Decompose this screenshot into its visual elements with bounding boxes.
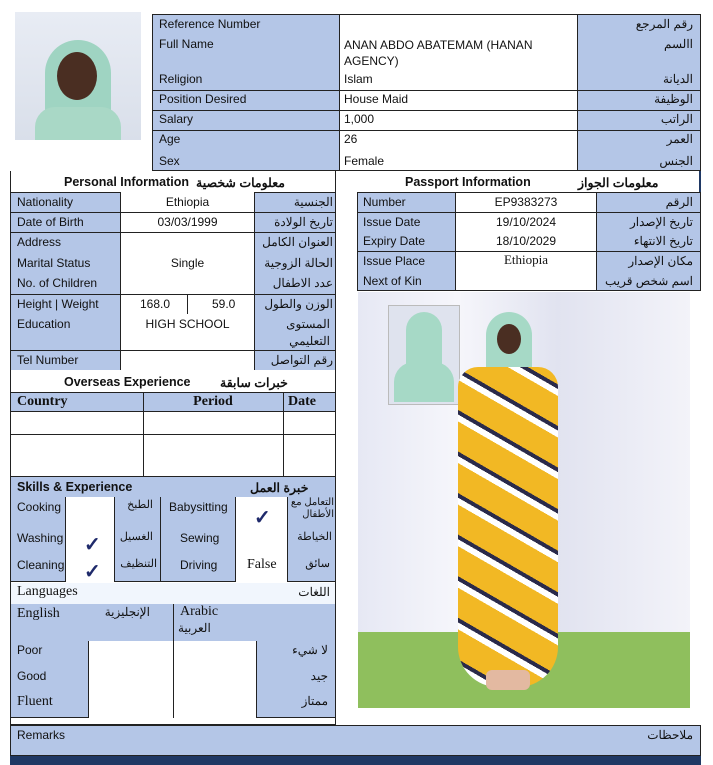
skill-washing-label-ar: الغسيل [119, 531, 153, 543]
passport-title: Passport Information [405, 175, 531, 189]
address-label-ar: العنوان الكامل [262, 235, 333, 249]
nationality-label: Nationality [17, 195, 74, 209]
level-good: Good [17, 669, 47, 683]
dob-label-ar: تاريخ الولادة [274, 215, 333, 229]
full-name-label-ar: االسم [663, 37, 693, 51]
level-poor-ar: لا شيء [292, 643, 328, 657]
skill-babysitting-label-ar: التعامل مع الأطفال [290, 497, 334, 520]
skill-driving-label-ar: سائق [305, 558, 330, 570]
education-label: Education [17, 317, 71, 331]
children-label-ar: عدد الاطفال [272, 276, 333, 290]
level-poor: Poor [17, 643, 43, 657]
skill-washing-check: ✓ [84, 534, 101, 556]
issue-place-value: Ethiopia [503, 252, 549, 267]
education-label-ar: المستوى التعليمي [286, 317, 330, 348]
passport-number-value: EP9383273 [494, 195, 558, 209]
marital-label: Marital Status [17, 256, 91, 270]
salary-label-ar: الراتب [660, 112, 693, 126]
skill-cleaning-label-ar: التنظيف [120, 558, 157, 570]
age-label: Age [159, 132, 181, 146]
issue-place-label-ar: مكان الإصدار [628, 254, 693, 268]
kin-label-ar: اسم شخص قريب [604, 274, 693, 288]
full-name-value: ANAN ABDO ABATEMAM (HANAN AGENCY) [344, 38, 533, 68]
remarks-label: Remarks [17, 728, 66, 742]
issue-place-label: Issue Place [363, 254, 426, 268]
sex-value: Female [344, 154, 385, 168]
passport-number-label: Number [363, 195, 406, 209]
nationality-value: Ethiopia [165, 195, 210, 209]
full-name-label: Full Name [159, 37, 214, 51]
education-value: HIGH SCHOOL [145, 317, 230, 331]
tel-label: Tel Number [17, 353, 79, 367]
languages-title: Languages [17, 584, 78, 599]
reference-label-ar: رقم المرجع [635, 17, 693, 31]
language-arabic: Arabic [180, 604, 219, 619]
skills-title-ar: خبرة العمل [250, 481, 309, 495]
marital-label-ar: الحالة الزوجية [264, 256, 333, 270]
skill-cooking-label-ar: الطبخ [127, 499, 153, 511]
column-period: Period [193, 394, 233, 409]
language-arabic-ar: العربية [178, 621, 211, 635]
religion-value: Islam [344, 72, 373, 86]
marital-value: Single [170, 256, 205, 270]
skill-sewing-label-ar: الخياطة [297, 531, 332, 543]
skill-babysitting-check: ✓ [254, 507, 271, 529]
column-country: Country [17, 394, 68, 409]
height-weight-label: Height | Weight [17, 297, 99, 311]
language-english-ar: الإنجليزية [104, 605, 150, 619]
personal-title-ar: معلومات شخصية [196, 176, 285, 190]
overseas-title-ar: خبرات سابقة [220, 376, 288, 390]
skill-driving-value: False [247, 557, 277, 572]
skill-sewing-label: Sewing [180, 531, 220, 545]
skill-driving-label: Driving [180, 558, 218, 572]
skill-cooking-label: Cooking [17, 500, 62, 514]
passport-title-ar: معلومات الجواز [578, 176, 659, 190]
address-label: Address [17, 235, 62, 249]
issue-date-label-ar: تاريخ الإصدار [629, 215, 693, 229]
remarks-label-ar: ملاحظات [647, 728, 693, 742]
tel-label-ar: رقم التواصل [270, 353, 333, 367]
remarks-field [10, 725, 701, 756]
level-good-ar: جيد [310, 669, 328, 683]
issue-date-label: Issue Date [363, 215, 421, 229]
passport-number-label-ar: الرقم [665, 195, 693, 209]
level-fluent: Fluent [17, 694, 53, 709]
skills-title: Skills & Experience [17, 480, 133, 494]
language-english: English [17, 606, 60, 621]
religion-label-ar: الديانة [662, 72, 693, 86]
kin-label: Next of Kin [363, 274, 422, 288]
reference-label: Reference Number [159, 17, 261, 31]
age-label-ar: العمر [666, 132, 693, 146]
skill-washing-label: Washing [17, 531, 64, 545]
expiry-date-label-ar: تاريخ الانتهاء [633, 234, 693, 248]
level-fluent-ar: ممتاز [301, 694, 328, 708]
full-body-photo [358, 292, 690, 708]
children-label: No. of Children [17, 276, 98, 290]
expiry-date-label: Expiry Date [363, 234, 426, 248]
position-label: Position Desired [159, 92, 247, 106]
position-value: House Maid [344, 92, 409, 106]
issue-date-value: 19/10/2024 [495, 215, 557, 229]
skill-babysitting-label: Babysitting [169, 500, 228, 514]
salary-label: Salary [159, 112, 194, 126]
headshot-photo [15, 12, 141, 140]
personal-title: Personal Information [64, 175, 190, 189]
column-date: Date [288, 394, 316, 409]
height-weight-label-ar: الوزن والطول [264, 297, 333, 311]
expiry-date-value: 18/10/2029 [495, 234, 557, 248]
languages-title-ar: اللغات [298, 585, 330, 599]
position-label-ar: الوظيفة [654, 92, 693, 106]
overseas-title: Overseas Experience [64, 375, 191, 389]
weight-value: 59.0 [212, 297, 236, 311]
religion-label: Religion [159, 72, 203, 86]
sex-label-ar: الجنس [659, 154, 693, 168]
nationality-label-ar: الجنسية [293, 195, 333, 209]
skill-cleaning-label: Cleaning [17, 558, 65, 572]
salary-value: 1,000 [344, 112, 375, 126]
height-value: 168.0 [140, 297, 171, 311]
dob-label: Date of Birth [17, 215, 84, 229]
age-value: 26 [344, 132, 358, 146]
dob-value: 03/03/1999 [157, 215, 218, 229]
skill-cleaning-check: ✓ [84, 561, 101, 583]
footer-bar [10, 756, 701, 765]
sex-label: Sex [159, 154, 180, 168]
